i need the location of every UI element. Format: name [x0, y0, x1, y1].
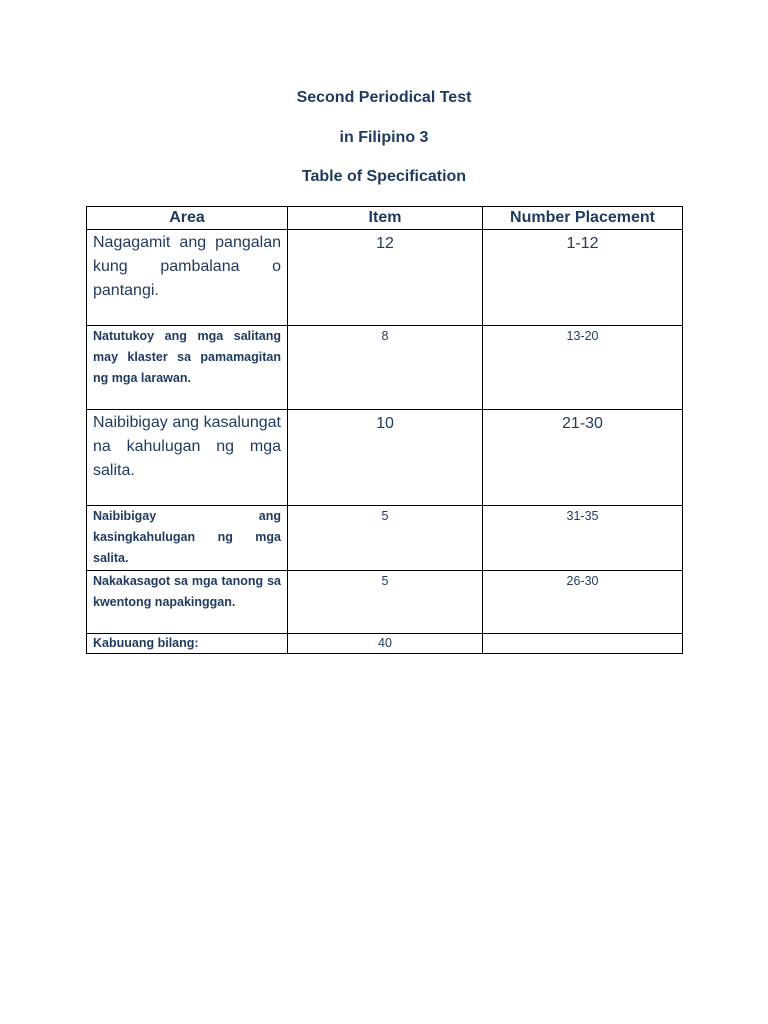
area-cell: Nakakasagot sa mga tanong sa kwentong napakinggan. [87, 571, 288, 634]
table-row [87, 326, 683, 410]
item-cell: 10 [288, 410, 483, 506]
area-cell: Nagagamit ang pangalan kung pambalana o pantangi. [87, 230, 288, 326]
table-row [87, 571, 683, 634]
column-header-area: Area [87, 207, 288, 230]
placement-cell: 1-12 [483, 230, 683, 326]
item-cell: 5 [288, 506, 483, 571]
placement-cell: 13-20 [483, 326, 683, 410]
total-label-cell: Kabuuang bilang: [87, 634, 288, 654]
item-cell: 12 [288, 230, 483, 326]
placement-cell: 21-30 [483, 410, 683, 506]
table-header-row [87, 207, 683, 230]
placement-cell: 26-30 [483, 571, 683, 634]
area-cell: Naibibigay ang kasalungat na kahulugan ng mga salita. [87, 410, 288, 506]
area-cell: Naibibigay ang kasingkahulugan ng mga salita. [87, 506, 288, 571]
document-title: Second Periodical Test [296, 89, 472, 106]
column-header-item: Item [288, 207, 483, 230]
total-placement-cell [483, 634, 683, 654]
table-row [87, 230, 683, 326]
table-total-row [87, 634, 683, 654]
area-cell: Natutukoy ang mga salitang may klaster sa pamamagitan ng mga larawan. [87, 326, 288, 410]
specification-table [86, 206, 683, 654]
document-subtitle: in Filipino 3 [339, 129, 429, 146]
placement-cell: 31-35 [483, 506, 683, 571]
total-item-cell: 40 [288, 634, 483, 654]
table-row [87, 506, 683, 571]
column-header-placement: Number Placement [483, 207, 683, 230]
table-row [87, 410, 683, 506]
item-cell: 8 [288, 326, 483, 410]
table-title: Table of Specification [301, 168, 467, 185]
item-cell: 5 [288, 571, 483, 634]
